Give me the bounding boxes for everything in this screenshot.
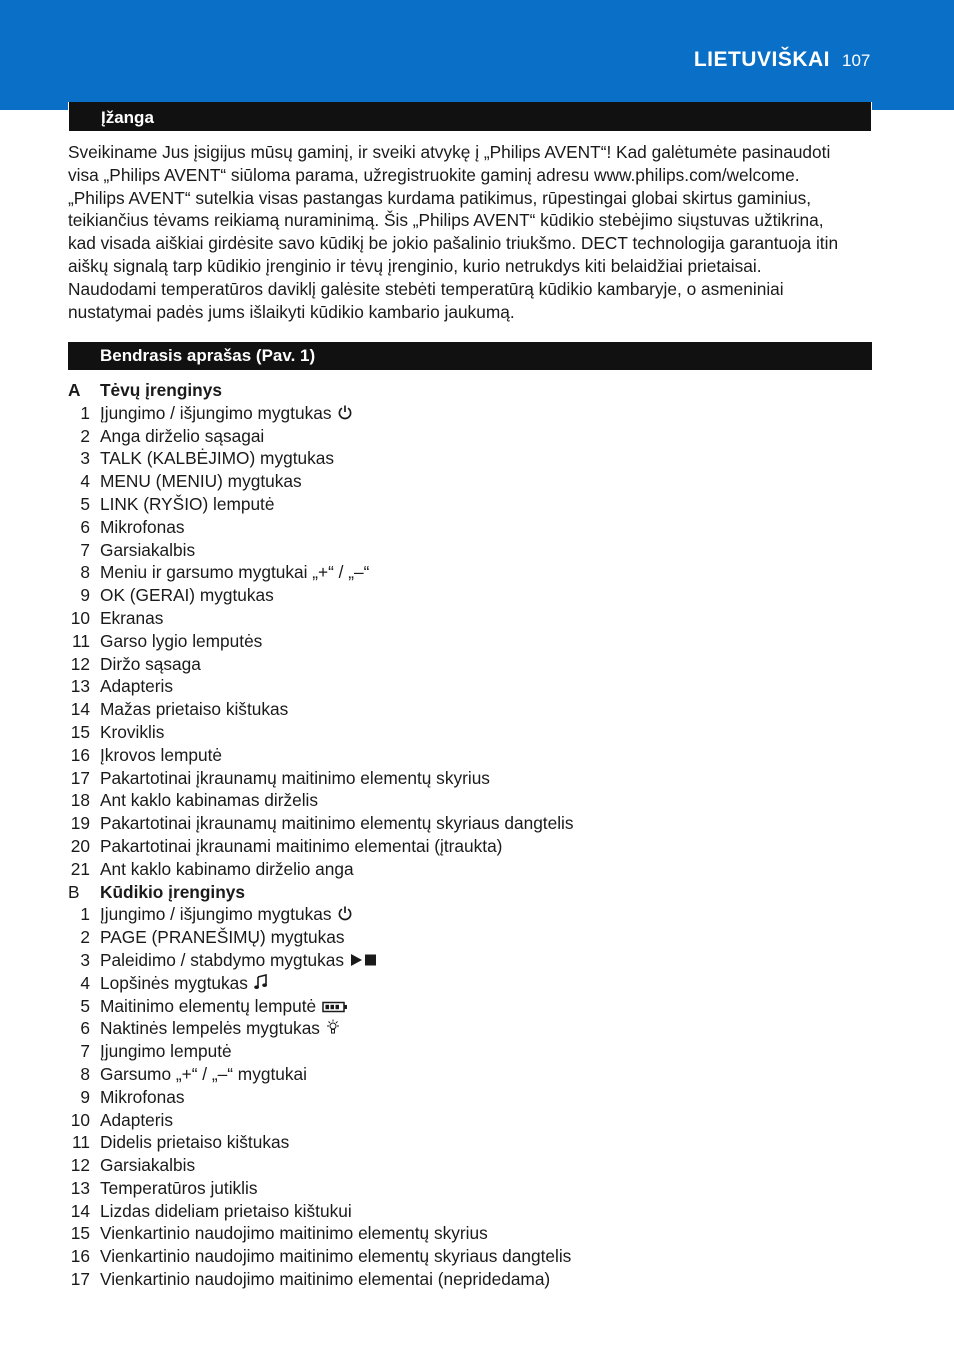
intro-line: aiškų signalą tarp kūdikio įrenginio ir tėvų įrenginio, kurio netrukdys kiti belaidžiai prietaisai. [68,255,762,276]
item-number: 14 [70,699,90,720]
list-item [0,698,954,721]
item-number: 10 [70,1109,90,1130]
item-text: Ekranas [100,607,164,628]
header-bar [0,0,954,110]
list-item [0,1200,954,1223]
item-label [100,516,185,539]
list-item [0,1268,954,1291]
item-number: 2 [80,927,90,948]
item-number: 9 [80,585,90,606]
item-number: 6 [80,1018,90,1039]
item-number: 13 [70,676,90,697]
item-text: Mažas prietaiso kištukas [100,699,289,720]
item-number: 13 [70,1177,90,1198]
item-label [100,1086,185,1109]
item-text: Įjungimo / išjungimo mygtukas [100,904,332,925]
item-text: Vienkartinio naudojimo maitinimo elementai (nepridedama) [100,1269,551,1290]
list-item [0,744,954,767]
list-item [0,1222,954,1245]
item-text: Įjungimo lemputė [100,1041,232,1062]
item-text: Garsumo „+“ / „–“ mygtukai [100,1063,307,1084]
item-label [100,698,288,721]
list-item [0,539,954,562]
item-text: LINK (RYŠIO) lemputė [100,493,275,514]
item-label [100,995,348,1019]
item-text: Garsiakalbis [100,1155,196,1176]
list-item [0,1245,954,1268]
item-label [100,1131,289,1154]
group-heading [0,379,954,402]
item-label [100,1109,173,1132]
item-label [100,1154,195,1177]
item-text: Ant kaklo kabinamo dirželio anga [100,858,354,879]
item-number: 16 [70,1246,90,1267]
item-label [100,561,369,584]
item-number: 15 [70,721,90,742]
list-item [0,1017,954,1040]
item-label [100,1040,232,1063]
list-item [0,470,954,493]
battery-icon [322,996,348,1019]
list-item [0,1154,954,1177]
item-label [100,949,380,973]
intro-line: nustatymai padės jums išlaikyti kūdikio kambario jaukumą. [68,301,515,322]
item-label [100,903,353,927]
item-label [100,926,345,949]
item-text: Naktinės lempelės mygtukas [100,1018,320,1039]
item-number: 1 [80,904,90,925]
list-item [0,1109,954,1132]
item-number: 1 [80,402,90,423]
item-number: 2 [80,425,90,446]
item-number: 12 [70,653,90,674]
item-text: Įkrovos lemputė [100,744,222,765]
item-text: Pakartotinai įkraunamų maitinimo elementų skyriaus dangtelis [100,813,574,834]
item-text: Vienkartinio naudojimo maitinimo elementų skyrius [100,1223,488,1244]
night-light-icon [326,1018,340,1041]
item-number: 10 [70,607,90,628]
item-number: 3 [80,448,90,469]
group-title: Kūdikio įrenginys [100,881,245,902]
item-number: 16 [70,744,90,765]
item-text: Pakartotinai įkraunamų maitinimo elementų skyrius [100,767,490,788]
item-number: 4 [80,972,90,993]
item-label [100,1063,307,1086]
list-item [0,835,954,858]
item-label [100,539,195,562]
item-number: 9 [80,1086,90,1107]
intro-line: visa „Philips AVENT“ siūloma parama, užregistruokite gaminį adresu www.philips.com/welcome. [68,164,800,185]
group-letter: A [68,380,81,400]
item-label [100,1177,258,1200]
item-text: Lopšinės mygtukas [100,972,248,993]
item-number: 6 [80,516,90,537]
item-text: Maitinimo elementų lemputė [100,995,317,1016]
item-text: PAGE (PRANEŠIMŲ) mygtukas [100,927,345,948]
item-number: 5 [80,493,90,514]
item-number: 17 [70,1269,90,1290]
list-item [0,789,954,812]
item-text: Įjungimo / išjungimo mygtukas [100,402,332,423]
item-label [100,493,274,516]
item-text: MENU (MENIU) mygtukas [100,471,302,492]
list-item [0,903,954,926]
list-item [0,949,954,972]
item-text: Meniu ir garsumo mygtukai „+“ / „–“ [100,562,370,583]
item-number: 7 [80,539,90,560]
item-label [100,1268,550,1291]
item-text: Adapteris [100,676,174,697]
item-label [100,630,262,653]
item-text: Adapteris [100,1109,174,1130]
section-heading-description [68,342,872,370]
group-title: Tėvų įrenginys [100,380,222,400]
item-text: Pakartotinai įkraunami maitinimo elementai (įtraukta) [100,835,503,856]
section-heading-intro [68,102,872,132]
item-label [100,425,264,448]
item-text: OK (GERAI) mygtukas [100,585,274,606]
music-note-icon [254,973,268,996]
item-number: 17 [70,767,90,788]
item-label [100,402,353,426]
item-text: Diržo sąsaga [100,653,201,674]
intro-line: Sveikiname Jus įsigijus mūsų gaminį, ir sveiki atvykę į „Philips AVENT“! Kad galėtumėte pasinaudoti [68,142,831,162]
list-item [0,561,954,584]
item-text: Vienkartinio naudojimo maitinimo elementų skyriaus dangtelis [100,1246,572,1267]
item-label [100,607,163,630]
item-label [100,812,574,835]
item-text: Anga dirželio sąsagai [100,425,265,446]
item-text: Mikrofonas [100,1086,185,1107]
item-text: Didelis prietaiso kištukas [100,1132,290,1153]
list-item [0,1086,954,1109]
list-item [0,995,954,1018]
item-number: 7 [80,1041,90,1062]
list-item [0,1177,954,1200]
list-item [0,1131,954,1154]
item-number: 14 [70,1200,90,1221]
item-label [100,721,164,744]
list-item [0,630,954,653]
section-title: Bendrasis aprašas (Pav. 1) [100,346,316,365]
list-item [0,584,954,607]
item-text: Temperatūros jutiklis [100,1177,258,1198]
item-label [100,744,222,767]
item-number: 11 [72,1132,90,1153]
list-item [0,767,954,790]
item-label [100,447,334,470]
item-number: 5 [80,995,90,1016]
item-text: Paleidimo / stabdymo mygtukas [100,949,344,970]
list-item [0,858,954,881]
item-number: 19 [70,813,90,834]
item-label [100,789,318,812]
item-label [100,858,354,881]
item-label [100,675,173,698]
power-icon [337,403,353,426]
list-item [0,721,954,744]
item-label [100,972,268,996]
item-number: 8 [80,562,90,583]
group-heading [0,881,954,904]
item-text: Mikrofonas [100,516,185,537]
item-number: 3 [80,949,90,970]
item-number: 18 [70,790,90,811]
list-item [0,926,954,949]
list-item [0,402,954,425]
intro-line: „Philips AVENT“ sutelkia visas pastangas kurdama patikimus, rūpestingai globai skirtus gaminius, [68,187,812,208]
item-text: Lizdas dideliam prietaiso kištukui [100,1200,352,1221]
list-item [0,607,954,630]
list-item [0,447,954,470]
group-letter: B [68,881,80,902]
item-text: Garsiakalbis [100,539,196,560]
item-text: Ant kaklo kabinamas dirželis [100,790,319,811]
intro-line: teikiančius tėvams reikiamą nuraminimą. Šis „Philips AVENT“ kūdikio stebėjimo siųstuvas užtikrina, [68,210,824,231]
item-label [100,1017,340,1041]
item-number: 11 [72,630,90,651]
item-text: Garso lygio lemputės [100,630,263,651]
list-item [0,425,954,448]
list-item [0,812,954,835]
item-text: TALK (KALBĖJIMO) mygtukas [100,448,334,469]
list-item [0,1063,954,1086]
item-label [100,835,502,858]
item-label [100,470,302,493]
intro-line: Naudodami temperatūros daviklį galėsite stebėti temperatūrą kūdikio kambaryje, o asmeniniai [68,278,784,299]
list-item [0,1040,954,1063]
list-item [0,675,954,698]
parts-list [0,379,954,1291]
item-number: 4 [80,471,90,492]
list-item [0,972,954,995]
item-number: 15 [70,1223,90,1244]
list-item [0,516,954,539]
item-label [100,1245,571,1268]
list-item [0,653,954,676]
item-number: 8 [80,1063,90,1084]
power-icon [337,904,353,927]
language-title: LIETUVIŠKAI [693,48,830,71]
section-title: Įžanga [101,108,154,127]
item-label [100,653,201,676]
item-label [100,584,274,607]
item-label [100,1222,488,1245]
item-number: 21 [70,858,90,879]
intro-paragraph [68,141,878,323]
item-label [100,767,490,790]
item-number: 12 [70,1155,90,1176]
item-label [100,1200,352,1223]
list-item [0,493,954,516]
play-stop-icon [350,950,380,973]
page-number: 107 [842,51,871,70]
item-text: Kroviklis [100,721,165,742]
item-number: 20 [70,835,90,856]
intro-line: kad visada aiškiai girdėsite savo kūdikį be jokio pašalinio triukšmo. DECT technologija garantuoja itin [68,233,839,254]
